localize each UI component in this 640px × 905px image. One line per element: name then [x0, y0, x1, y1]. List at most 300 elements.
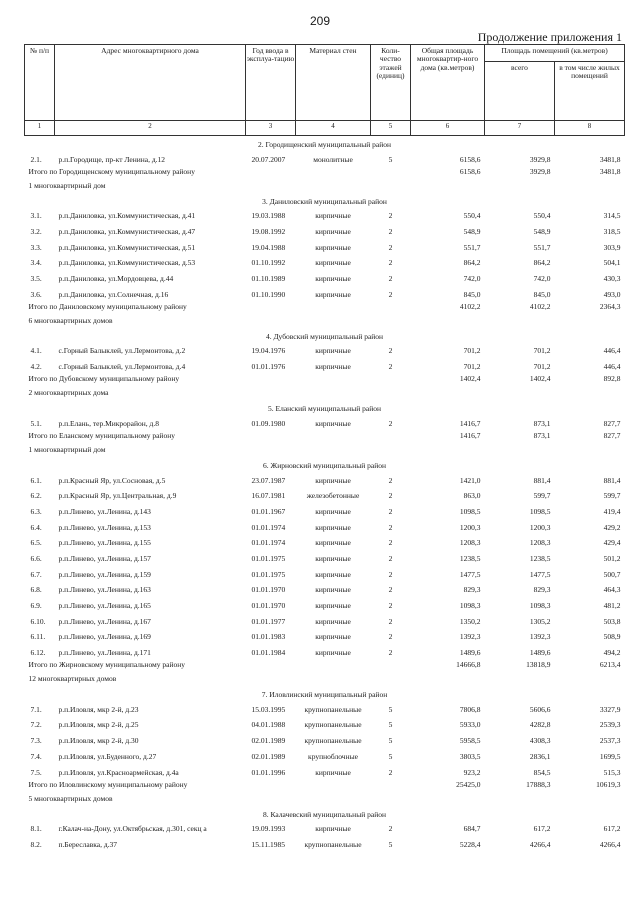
row-residential-area: 481,2	[603, 601, 621, 611]
row-floors: 2	[388, 506, 393, 516]
row-premises-all: 742,0	[533, 274, 551, 284]
header-premises-all: всего	[485, 62, 555, 121]
subtotal-row	[25, 168, 625, 182]
row-wall-material: крупнопанельные	[304, 839, 362, 849]
row-wall-material: кирпичные	[315, 522, 351, 532]
row-total-area: 701,2	[463, 346, 481, 356]
row-premises-all: 829,3	[533, 585, 551, 595]
table-row	[25, 416, 625, 432]
row-commission-date: 04.01.1988	[251, 720, 286, 730]
table-row	[25, 583, 625, 599]
row-commission-date: 15.11.1985	[251, 839, 285, 849]
header-index: 3	[246, 121, 296, 136]
section-header-row	[25, 460, 625, 473]
row-number: 7.5.	[30, 767, 42, 777]
row-residential-area: 500,7	[603, 569, 621, 579]
table-row	[25, 287, 625, 303]
table-row	[25, 645, 625, 661]
row-number: 8.2.	[30, 839, 42, 849]
row-total-area: 1208,3	[459, 538, 481, 548]
row-address: р.п.Даниловка, ул.Коммунистическая, д.53	[58, 258, 196, 268]
subtotal-row	[25, 375, 625, 389]
district-section-title: 5. Еланский муниципальный район	[268, 404, 381, 414]
row-residential-area: 617,2	[603, 824, 621, 834]
row-floors: 2	[388, 632, 393, 642]
row-address: р.п.Линево, ул.Ленина, д.165	[58, 601, 151, 611]
table-row	[25, 598, 625, 614]
row-premises-all: 551,7	[533, 242, 551, 252]
row-commission-date: 01.01.1977	[251, 616, 286, 626]
row-commission-date: 01.01.1976	[251, 362, 286, 372]
row-wall-material: кирпичные	[315, 289, 351, 299]
header-material: Материал стен	[296, 45, 371, 121]
row-floors: 2	[388, 616, 393, 626]
header-index: 7	[485, 121, 555, 136]
row-wall-material: крупнопанельные	[304, 736, 362, 746]
district-section-title: 4. Дубовский муниципальный район	[265, 332, 384, 342]
row-residential-area: 508,9	[603, 632, 621, 642]
row-wall-material: кирпичные	[315, 767, 351, 777]
row-number: 3.6.	[30, 289, 42, 299]
row-number: 3.3.	[30, 242, 42, 252]
row-floors: 5	[388, 736, 393, 746]
table-row	[25, 702, 625, 718]
subtotal-row	[25, 781, 625, 795]
subtotal-row-count	[25, 795, 625, 809]
empty-cell	[411, 675, 625, 689]
table-row	[25, 837, 625, 853]
table-row	[25, 551, 625, 567]
row-commission-date: 01.10.1990	[251, 289, 286, 299]
row-premises-all: 845,0	[533, 289, 551, 299]
row-wall-material: кирпичные	[315, 362, 351, 372]
table-row	[25, 567, 625, 583]
row-number: 6.9.	[30, 601, 42, 611]
row-premises-all: 1477,5	[529, 569, 551, 579]
row-address: р.п.Линево, ул.Ленина, д.167	[58, 616, 151, 626]
row-residential-area: 501,2	[603, 553, 621, 563]
district-section-title: 3. Даниловский муниципальный район	[262, 196, 387, 206]
row-premises-all: 873,1	[533, 418, 551, 428]
subtotal-house-count: 1 многоквартирный дом	[28, 181, 106, 190]
row-commission-date: 20.07.2007	[251, 154, 286, 164]
row-commission-date: 01.01.1970	[251, 601, 286, 611]
row-commission-date: 19.04.1988	[251, 242, 286, 252]
row-premises-all: 1098,5	[529, 506, 551, 516]
table-row	[25, 718, 625, 734]
row-address: р.п.Даниловка, ул.Коммунистическая, д.51	[58, 242, 196, 252]
row-number: 4.1.	[30, 346, 42, 356]
row-total-area: 845,0	[463, 289, 481, 299]
row-number: 3.2.	[30, 227, 42, 237]
row-number: 6.8.	[30, 585, 42, 595]
row-wall-material: кирпичные	[315, 346, 351, 356]
row-address: р.п.Иловля, ул.Красноармейская, д.4а	[58, 767, 179, 777]
row-commission-date: 01.10.1992	[251, 258, 286, 268]
row-premises-all: 4308,3	[529, 736, 551, 746]
table-row	[25, 822, 625, 838]
section-header-row	[25, 809, 625, 822]
subtotal-premises-all: 873,1	[533, 431, 551, 440]
appendix-continuation-title: Продолжение приложения 1	[477, 30, 622, 44]
row-commission-date: 01.01.1967	[251, 506, 286, 516]
subtotal-total-area: 4102,2	[459, 302, 481, 311]
row-number: 6.5.	[30, 538, 42, 548]
row-address: р.п.Иловля, мкр 2-й, д.25	[58, 720, 139, 730]
header-premises-area: Площадь помещений (кв.метров)	[485, 45, 625, 62]
row-total-area: 1477,5	[459, 569, 481, 579]
row-premises-all: 5606,6	[529, 704, 551, 714]
row-floors: 2	[388, 211, 393, 221]
row-address: п.Береславка, д.37	[58, 839, 118, 849]
table-row	[25, 734, 625, 750]
row-number: 6.12.	[30, 648, 46, 658]
row-wall-material: кирпичные	[315, 475, 351, 485]
row-commission-date: 16.07.1981	[251, 491, 286, 501]
row-number: 6.4.	[30, 522, 42, 532]
row-commission-date: 01.10.1989	[251, 274, 286, 284]
row-number: 6.2.	[30, 491, 42, 501]
header-index: 4	[296, 121, 371, 136]
row-floors: 5	[388, 154, 393, 164]
row-premises-all: 881,4	[533, 475, 551, 485]
district-section-title: 2. Городищенский муниципальный район	[258, 140, 391, 150]
row-number: 6.1.	[30, 475, 42, 485]
subtotal-premises-all: 3929,8	[529, 167, 551, 176]
subtotal-total-area: 25425,0	[456, 780, 481, 789]
subtotal-total-area: 6158,6	[459, 167, 481, 176]
row-commission-date: 15.03.1995	[251, 704, 286, 714]
subtotal-row-count	[25, 389, 625, 403]
row-premises-all: 599,7	[533, 491, 551, 501]
row-wall-material: кирпичные	[315, 824, 351, 834]
row-commission-date: 02.01.1989	[251, 736, 286, 746]
subtotal-residential-area: 10619,3	[596, 780, 621, 789]
table-row	[25, 360, 625, 376]
row-number: 3.1.	[30, 211, 42, 221]
row-total-area: 701,2	[463, 362, 481, 372]
row-address: р.п.Линево, ул.Ленина, д.143	[58, 506, 151, 516]
row-commission-date: 01.09.1980	[251, 418, 286, 428]
row-floors: 5	[388, 751, 393, 761]
row-residential-area: 446,4	[603, 346, 621, 356]
subtotal-label: Итого по Даниловскому муниципальному району	[28, 302, 187, 311]
row-wall-material: кирпичные	[315, 553, 351, 563]
header-floors: Коли-чество этажей (единиц)	[371, 45, 411, 121]
empty-cell	[411, 182, 625, 196]
row-address: с.Горный Балыклей, ул.Лермонтова, д.2	[58, 346, 186, 356]
subtotal-row-count	[25, 675, 625, 689]
empty-cell	[411, 389, 625, 403]
row-address: р.п.Иловля, ул.Буденного, д.27	[58, 751, 157, 761]
row-total-area: 1200,3	[459, 522, 481, 532]
row-number: 7.2.	[30, 720, 42, 730]
row-wall-material: крупнопанельные	[304, 720, 362, 730]
subtotal-row-count	[25, 317, 625, 331]
row-residential-area: 494,2	[603, 648, 621, 658]
row-floors: 2	[388, 274, 393, 284]
row-commission-date: 01.01.1996	[251, 767, 286, 777]
row-premises-all: 701,2	[533, 362, 551, 372]
row-address: р.п.Красный Яр, ул.Центральная, д.9	[58, 491, 177, 501]
row-premises-all: 1238,5	[529, 553, 551, 563]
subtotal-total-area: 1416,7	[459, 431, 481, 440]
row-floors: 2	[388, 648, 393, 658]
row-address: р.п.Линево, ул.Ленина, д.153	[58, 522, 151, 532]
row-wall-material: кирпичные	[315, 506, 351, 516]
subtotal-row-count	[25, 182, 625, 196]
row-address: г.Калач-на-Дону, ул.Октябрьская, д.301, секц а	[58, 824, 207, 834]
row-total-area: 863,0	[463, 491, 481, 501]
row-floors: 2	[388, 491, 393, 501]
row-total-area: 7806,8	[459, 704, 481, 714]
subtotal-label: Итого по Иловлинскому муниципальному району	[28, 780, 188, 789]
register-body	[25, 136, 625, 853]
row-residential-area: 515,3	[603, 767, 621, 777]
district-section-title: 8. Калачевский муниципальный район	[263, 809, 386, 819]
row-residential-area: 4266,4	[599, 839, 621, 849]
row-address: р.п.Городище, пр-кт Ленина, д.12	[58, 154, 166, 164]
subtotal-residential-area: 3481,8	[599, 167, 621, 176]
row-premises-all: 1208,3	[529, 538, 551, 548]
row-floors: 2	[388, 585, 393, 595]
row-commission-date: 19.03.1988	[251, 211, 286, 221]
row-premises-all: 1489,6	[529, 648, 551, 658]
table-row	[25, 520, 625, 536]
row-floors: 2	[388, 362, 393, 372]
section-header-row	[25, 403, 625, 416]
row-number: 7.1.	[30, 704, 42, 714]
row-address: р.п.Даниловка, ул.Коммунистическая, д.41	[58, 211, 196, 221]
row-premises-all: 548,9	[533, 227, 551, 237]
subtotal-residential-area: 827,7	[603, 431, 621, 440]
subtotal-row	[25, 303, 625, 317]
header-index: 6	[411, 121, 485, 136]
row-total-area: 1392,3	[459, 632, 481, 642]
header-total-area: Общая площадь многоквартир-ного дома (кв.метров)	[411, 45, 485, 121]
row-total-area: 1098,5	[459, 506, 481, 516]
row-commission-date: 01.01.1984	[251, 648, 286, 658]
row-floors: 2	[388, 569, 393, 579]
row-address: р.п.Линево, ул.Ленина, д.169	[58, 632, 151, 642]
row-total-area: 1098,3	[459, 601, 481, 611]
row-premises-all: 617,2	[533, 824, 551, 834]
row-wall-material: кирпичные	[315, 585, 351, 595]
subtotal-house-count: 2 многоквартирных дома	[28, 389, 109, 398]
row-wall-material: кирпичные	[315, 418, 351, 428]
row-floors: 2	[388, 475, 393, 485]
row-commission-date: 01.01.1970	[251, 585, 286, 595]
subtotal-house-count: 1 многоквартирный дом	[28, 445, 106, 454]
section-header-row	[25, 689, 625, 702]
row-residential-area: 881,4	[603, 475, 621, 485]
row-residential-area: 493,0	[603, 289, 621, 299]
table-row	[25, 344, 625, 360]
row-wall-material: кирпичные	[315, 601, 351, 611]
row-wall-material: кирпичные	[315, 227, 351, 237]
row-total-area: 1416,7	[459, 418, 481, 428]
row-address: р.п.Линево, ул.Ленина, д.171	[58, 648, 151, 658]
row-total-area: 3803,5	[459, 751, 481, 761]
row-commission-date: 19.09.1993	[251, 824, 286, 834]
subtotal-total-area: 1402,4	[459, 375, 481, 384]
subtotal-residential-area: 892,8	[603, 375, 621, 384]
row-residential-area: 314,5	[603, 211, 621, 221]
table-row	[25, 224, 625, 240]
table-row	[25, 240, 625, 256]
row-commission-date: 23.07.1987	[251, 475, 286, 485]
row-number: 3.4.	[30, 258, 42, 268]
row-total-area: 5933,0	[459, 720, 481, 730]
subtotal-row	[25, 661, 625, 675]
row-total-area: 550,4	[463, 211, 481, 221]
row-commission-date: 02.01.1989	[251, 751, 286, 761]
row-floors: 2	[388, 227, 393, 237]
table-row	[25, 256, 625, 272]
row-residential-area: 303,9	[603, 242, 621, 252]
row-address: р.п.Линево, ул.Ленина, д.163	[58, 585, 151, 595]
header-premises-residential: в том числе жилых помещений	[555, 62, 625, 121]
row-total-area: 551,7	[463, 242, 481, 252]
row-total-area: 742,0	[463, 274, 481, 284]
row-wall-material: кирпичные	[315, 616, 351, 626]
row-total-area: 1489,6	[459, 648, 481, 658]
district-section-title: 7. Иловлинский муниципальный район	[261, 690, 388, 700]
row-address: р.п.Даниловка, ул.Солнечная, д.16	[58, 289, 169, 299]
section-header-row	[25, 196, 625, 209]
row-address: р.п.Красный Яр, ул.Сосновая, д.5	[58, 475, 166, 485]
subtotal-premises-all: 13818,9	[526, 661, 551, 670]
row-wall-material: монолитные	[313, 154, 353, 164]
row-premises-all: 854,5	[533, 767, 551, 777]
row-floors: 2	[388, 601, 393, 611]
row-total-area: 5228,4	[459, 839, 481, 849]
subtotal-label: Итого по Дубовскому муниципальному району	[28, 375, 180, 384]
header-year: Год ввода в эксплуа-тацию	[246, 45, 296, 121]
row-number: 3.5.	[30, 274, 42, 284]
row-wall-material: кирпичные	[315, 258, 351, 268]
table-row	[25, 152, 625, 168]
row-commission-date: 01.01.1975	[251, 553, 286, 563]
row-wall-material: кирпичные	[315, 211, 351, 221]
row-residential-area: 429,2	[603, 522, 621, 532]
row-floors: 2	[388, 553, 393, 563]
subtotal-total-area: 14666,8	[456, 661, 481, 670]
row-residential-area: 1699,5	[599, 751, 621, 761]
header-index: 2	[55, 121, 246, 136]
row-total-area: 684,7	[463, 824, 481, 834]
table-row	[25, 504, 625, 520]
subtotal-house-count: 5 многоквартирных домов	[28, 794, 113, 803]
row-number: 8.1.	[30, 824, 42, 834]
row-premises-all: 1305,2	[529, 616, 551, 626]
row-number: 6.11.	[30, 632, 46, 642]
row-residential-area: 827,7	[603, 418, 621, 428]
row-address: р.п.Иловля, мкр 2-й, д.30	[58, 736, 139, 746]
subtotal-label: Итого по Жирновскому муниципальному району	[28, 661, 186, 670]
subtotal-house-count: 12 многоквартирных домов	[28, 675, 117, 684]
row-floors: 2	[388, 522, 393, 532]
row-floors: 2	[388, 538, 393, 548]
row-number: 6.10.	[30, 616, 46, 626]
row-wall-material: кирпичные	[315, 538, 351, 548]
row-total-area: 1238,5	[459, 553, 481, 563]
row-residential-area: 3481,8	[599, 154, 621, 164]
row-premises-all: 1098,3	[529, 601, 551, 611]
row-wall-material: крупнопанельные	[304, 704, 362, 714]
row-residential-area: 429,4	[603, 538, 621, 548]
table-row	[25, 536, 625, 552]
table-row	[25, 473, 625, 489]
row-number: 4.2.	[30, 362, 42, 372]
row-premises-all: 1392,3	[529, 632, 551, 642]
row-number: 6.3.	[30, 506, 42, 516]
row-premises-all: 864,2	[533, 258, 551, 268]
row-floors: 2	[388, 242, 393, 252]
row-premises-all: 4266,4	[529, 839, 551, 849]
subtotal-house-count: 6 многоквартирных домов	[28, 316, 113, 325]
row-wall-material: железобетонные	[306, 491, 360, 501]
row-residential-area: 3327,9	[599, 704, 621, 714]
row-address: р.п.Елань, тер.Микрорайон, д.8	[58, 418, 159, 428]
header-index: 1	[25, 121, 55, 136]
row-wall-material: кирпичные	[315, 242, 351, 252]
row-wall-material: крупноблочные	[308, 751, 358, 761]
subtotal-label: Итого по Еланскому муниципальному району	[28, 431, 175, 440]
row-total-area: 829,3	[463, 585, 481, 595]
table-row	[25, 489, 625, 505]
table-row	[25, 271, 625, 287]
page-number: 209	[309, 14, 331, 28]
row-premises-all: 4282,8	[529, 720, 551, 730]
header-number: № п/п	[25, 45, 55, 121]
row-wall-material: кирпичные	[315, 632, 351, 642]
subtotal-residential-area: 2364,3	[599, 302, 621, 311]
row-address: с.Горный Балыклей, ул.Лермонтова, д.4	[58, 362, 186, 372]
row-number: 6.6.	[30, 553, 42, 563]
table-row	[25, 749, 625, 765]
row-address: р.п.Линево, ул.Ленина, д.157	[58, 553, 151, 563]
subtotal-premises-all: 17888,3	[526, 780, 551, 789]
empty-cell	[411, 317, 625, 331]
row-premises-all: 701,2	[533, 346, 551, 356]
row-total-area: 5958,5	[459, 736, 481, 746]
subtotal-row	[25, 432, 625, 446]
header-address: Адрес многоквартирного дома	[55, 45, 246, 121]
row-number: 6.7.	[30, 569, 42, 579]
row-total-area: 864,2	[463, 258, 481, 268]
row-floors: 2	[388, 346, 393, 356]
row-commission-date: 19.08.1992	[251, 227, 286, 237]
row-residential-area: 2537,3	[599, 736, 621, 746]
row-total-area: 1350,2	[459, 616, 481, 626]
housing-register-table	[24, 44, 625, 853]
table-row	[25, 765, 625, 781]
row-premises-all: 550,4	[533, 211, 551, 221]
row-floors: 2	[388, 418, 393, 428]
row-address: р.п.Иловля, мкр 2-й, д.23	[58, 704, 139, 714]
table-row	[25, 630, 625, 646]
empty-cell	[411, 446, 625, 460]
district-section-title: 6. Жирновский муниципальный район	[262, 461, 387, 471]
row-residential-area: 419,4	[603, 506, 621, 516]
row-residential-area: 318,5	[603, 227, 621, 237]
row-residential-area: 503,8	[603, 616, 621, 626]
row-address: р.п.Линево, ул.Ленина, д.155	[58, 538, 151, 548]
subtotal-premises-all: 1402,4	[529, 375, 551, 384]
subtotal-residential-area: 6213,4	[599, 661, 621, 670]
row-address: р.п.Линево, ул.Ленина, д.159	[58, 569, 151, 579]
